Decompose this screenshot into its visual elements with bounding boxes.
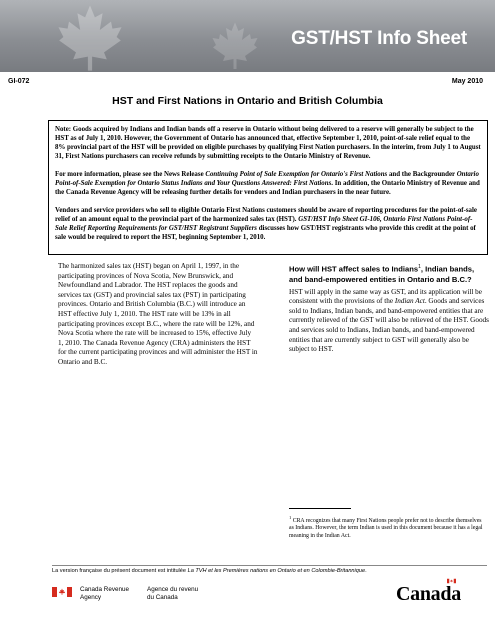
news-release-link[interactable]: Continuing Point of Sale Exemption for Ontario's First Nations [205, 171, 388, 178]
section-heading: How will HST affect sales to Indians$^1$, Indian bands, and band-empowered entities in Ontario and B.C.? [289, 264, 475, 284]
info-sheet-title: GST/HST Info Sheet [291, 28, 467, 49]
note-paragraph-3: Vendors and service providers who sell to eligible Ontario First Nations customers should be aware of reporting procedures for the point-of-sale relief of an amount equal to the provincial part of the harmonized sales tax (HST). GST/HST Info Sheet GI-106, Ontario First Nations Point-of-Sale Relief Reporting Requirements for GST/HST Registrant Suppliers discusses how GST/HST registrants who provide this credit at the point of sale would be required to report the HST, beginning September 1, 2010. [55, 207, 477, 241]
agency-name-french: Agence du revenu du Canada [147, 586, 199, 601]
maple-leaf-watermark-icon [200, 20, 270, 70]
right-column [289, 262, 489, 355]
maple-leaf-watermark-icon [30, 2, 150, 72]
footnote: $^1$ CRA recognizes that many First Nations people prefer not to describe themselves as Indians. However, the term Indian is used in this document because it has a legal meaning in the Indian Act. [289, 515, 483, 539]
note-box [48, 120, 488, 255]
header-banner [0, 0, 495, 72]
backgrounder-link[interactable]: Ontario Point-of-Sale Exemption for Ontario Status Indians and Your Questions Answered: First Nations [55, 171, 479, 187]
footnote-divider [289, 508, 351, 509]
document-title: HST and First Nations in Ontario and British Columbia [112, 95, 383, 107]
info-sheet-gi106-link[interactable]: GST/HST Info Sheet GI-106, Ontario First Nations Point-of-Sale Relief Reporting Requirements for GST/HST Registrant Suppliers [55, 216, 473, 232]
note-paragraph-1: Note: Goods acquired by Indians and Indian bands off a reserve in Ontario without being delivered to a reserve will generally be subject to the HST as of July 1, 2010. However, the Government of Ontario has announced that, effective September 1, 2010, point-of-sale relief equal to the 8% provincial part of the HST will be provided on eligible purchases by qualifying First Nation purchasers. In the interim, from July 1 to August 31, First Nations purchasers can receive refunds by submitting receipts to the Ontario Ministry of Revenue. [55, 126, 481, 160]
section-body: HST will apply in the same way as GST, and its application will be consistent with the provisions of the Indian Act. Goods and services sold to Indians, Indian bands, and band-empowered entities that are currently relieved of the GST will also be relieved of the HST. Goods and services sold to Indians, Indian bands, and band-empowered entities that are currently subject to GST will generally also be subject to HST. [289, 287, 489, 354]
agency-name-english: Canada Revenue Agency [80, 586, 130, 601]
canada-flag-icon [52, 585, 72, 599]
left-column-text: The harmonized sales tax (HST) began on April 1, 1997, in the participating provinces of Nova Scotia, New Brunswick, and Newfoundland and Labrador. The HST replaces the goods and services tax (GST) and provincial sales tax (PST) in participating provinces. Ontario and British Columbia (B.C.) will introduce an HST effective July 1, 2010. The HST rate will be 13% in all participating provinces except B.C., where the rate will be 12%, and Nova Scotia where the rate will be increased to 15%, effective July 1, 2010. The Canada Revenue Agency (CRA) administers the HST for the current participating provinces and will administer the HST in Ontario and B.C. [58, 262, 258, 366]
document-code: GI-072 [8, 78, 30, 85]
note-paragraph-2: For more information, please see the News Release Continuing Point of Sale Exemption for Ontario's First Nations and the Backgrounder Ontario Point-of-Sale Exemption for Ontario Status Indians and Your Questions Answered: First Nations. In addition, the Ontario Ministry of Revenue and the Canada Revenue Agency will be releasing further details for vendors and Indian purchasers in the near future. [55, 171, 480, 196]
meta-row [8, 78, 483, 90]
wordmark-flag-icon [447, 578, 456, 584]
canada-wordmark: Canada [396, 583, 461, 605]
footnote-marker: 1 [418, 264, 421, 270]
french-version-note: La version française du présent document est intitulée La TVH et les Premières nations en Ontario et en Colombie-Britannique. [52, 565, 487, 574]
document-date: May 2010 [451, 78, 483, 85]
